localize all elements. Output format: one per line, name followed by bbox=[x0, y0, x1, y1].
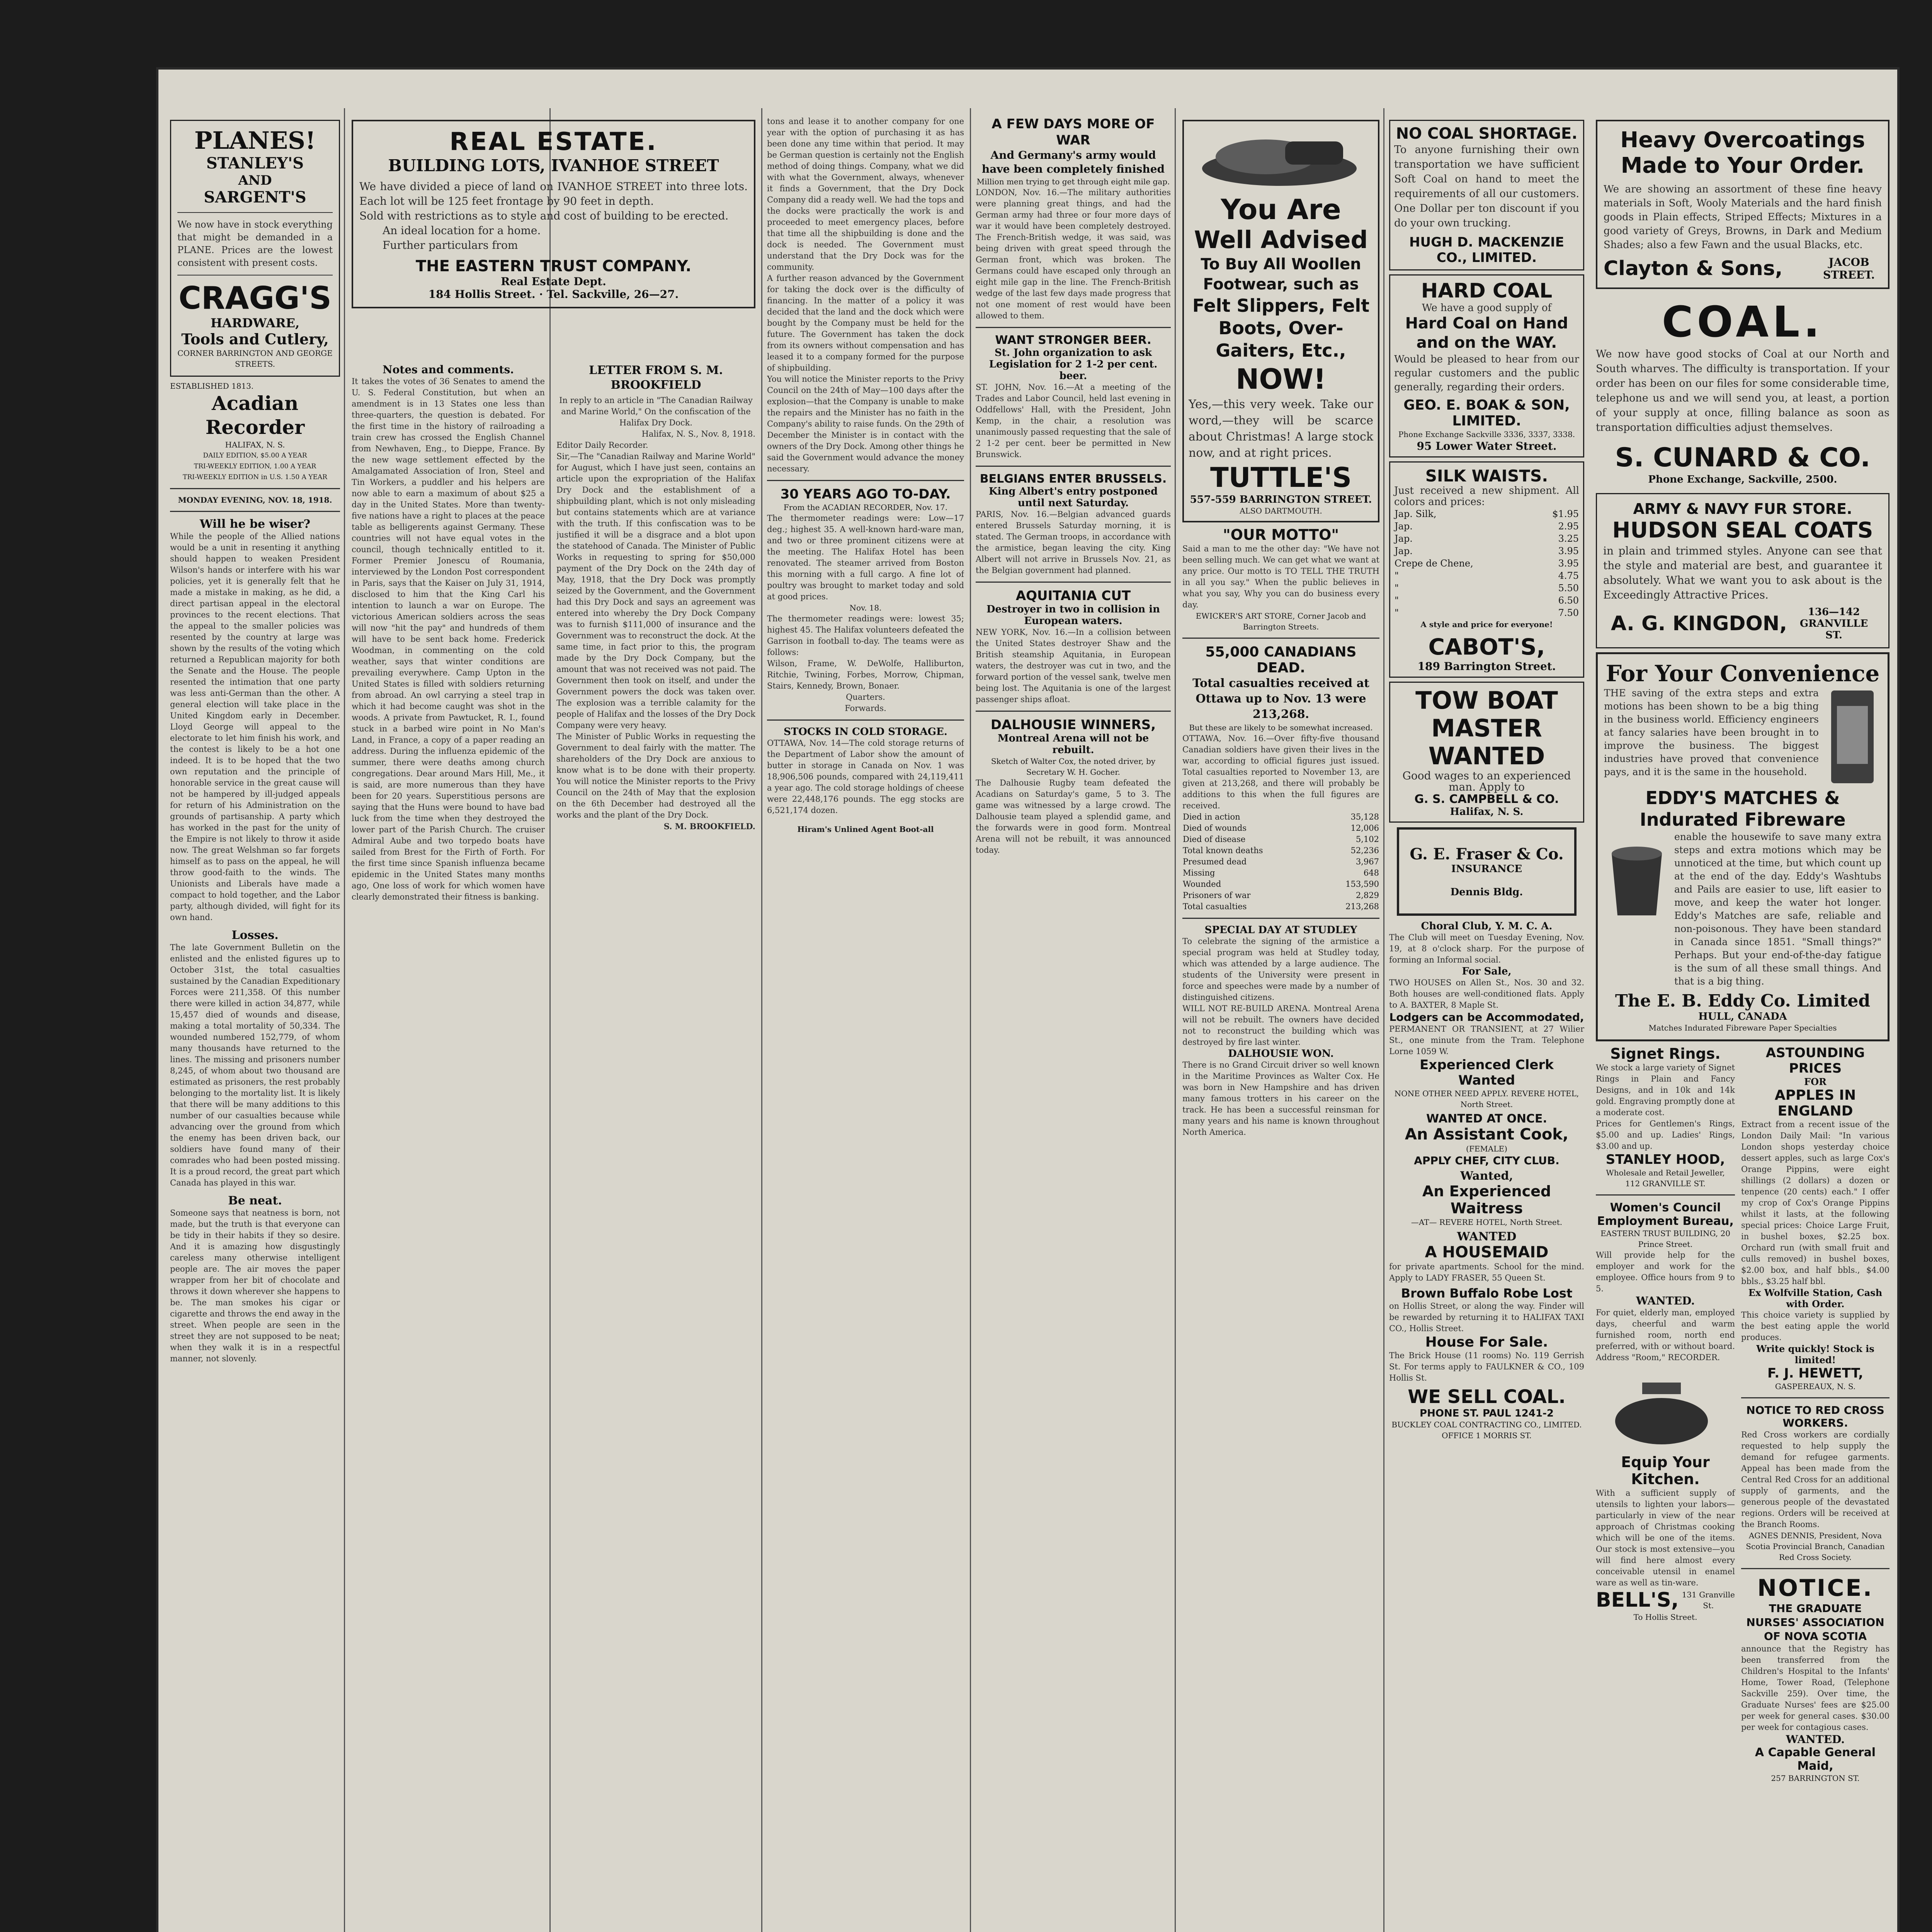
war-body: LONDON, Nov. 16.—The military authorities were planning great things, and had the German army had three or four more days of war it would have been completely destroyed. The French-British wedge, it was said, was being driven with great speed through the German front, which was broken. The Germans could have escaped only through an eight mile gap in the line. The French-British wedge of the last few days made progress that not one moment of rest would have been allowed to them. bbox=[976, 188, 1171, 320]
eddy-city: HULL, CANADA bbox=[1698, 1011, 1787, 1022]
thirty-years-source: From the ACADIAN RECORDER, Nov. 17. bbox=[783, 503, 948, 512]
planes-body: We now have in stock everything that might be demanded in a PLANE. Prices are the lowest consistent with present costs. bbox=[177, 219, 333, 268]
nov18-heading: Nov. 18. bbox=[849, 603, 882, 612]
eddy-title: EDDY'S MATCHES & Indurated Fibreware bbox=[1639, 787, 1846, 830]
boak-phone: Phone Exchange Sackville 3336, 3337, 3338. bbox=[1398, 430, 1575, 439]
red-cross-signature: AGNES DENNIS, President, Nova Scotia Provincial Branch, Canadian Red Cross Society. bbox=[1746, 1531, 1885, 1562]
column-2 bbox=[352, 363, 545, 1932]
eddy-body: enable the housewife to save many extra steps and extra motions which may be unnoticed at the time, but which count up at the end of the day. Eddy's Washtubs and Pails are easier to use, lift easier to move, and keep the water hot longer. Eddy's Matches are safe, reliable and non-poisonous. They have been standard in Canada since 1851. "Small things?" Perhaps. But your end-of-the-day fatigue is the sum of all these small things. And that is a big thing. bbox=[1674, 831, 1881, 987]
coal-body: We now have good stocks of Coal at our North and South wharves. The difficulty is transportation. If your order has been on our files for some considerable time, telephone us and we will send you, at least, a portion of your supply at once, filling balance as soon as transportation difficulties adjust themselves. bbox=[1596, 348, 1889, 434]
editorial-1-body: While the people of the Allied nations would be a unit in resenting it anything should happen to weaken President Wilson's hands or interfere with his war policies, yet it is generally felt that he made a mistake in making, as he did, a direct partisan appeal in the electoral provinces to the recent elections. That the appeal to the smaller policies was resented by the country at large was shown by the results of the voting which returned a Republican majority for both the Senate and the House. The people resented the intimation that one party was less anti-German than the other. A general election will take place in the United Kingdom early in December. Lloyd George will appeal to the electorate to let him finish his work, and the contest is likely to be a hot one indeed. It is to be hoped that the two own reputation and the principle of honorable service in the great cause will not be hampered by ill-judged appeals for return of his Administration on the grounds of partisanship. A party which has worked in the past for the unity of the Empire is not likely to throw it aside now. The great Welshman so far forgets himself as to pass on the appeal, he will throw good-faith to the winds. The Unionists and Liberals have made a compact to hold together, and the Labor party, although divided, will fight for its own hand. bbox=[170, 532, 340, 922]
housemaid-body: for private apartments. School for the mind. Apply to LADY FRASER, 55 Queen St. bbox=[1389, 1262, 1584, 1282]
thirty-years-body: The thermometer readings were: Low—17 deg.; highest 35. A well-known hard-ware man, and two or three prominent citizens were at the meeting. The Halifax Hotel has been renovated. The steamer arrived from Boston this morning with a full cargo. A fine lot of poultry was brought to market today and sold at good prices. bbox=[767, 514, 964, 601]
real-estate-body-2: Sold with restrictions as to style and cost of building to be erected. bbox=[359, 209, 729, 222]
column-rule bbox=[1383, 108, 1384, 1932]
no-coal-title: NO COAL SHORTAGE. bbox=[1396, 125, 1578, 143]
silk-price-label: Jap. bbox=[1395, 546, 1413, 556]
hood-sub: Wholesale and Retail Jeweller, bbox=[1606, 1168, 1725, 1177]
belgians-title: BELGIANS ENTER BRUSSELS. bbox=[980, 472, 1167, 486]
column-8-left bbox=[1596, 1045, 1735, 1784]
silk-price-value: 3.95 bbox=[1558, 546, 1579, 556]
silk-price-label: " bbox=[1395, 570, 1399, 581]
kettle-icon bbox=[1596, 1363, 1727, 1452]
coal-sell-phone: PHONE ST. PAUL 1241-2 bbox=[1420, 1408, 1554, 1419]
letter-body-2: The Minister of Public Works in requesting the Government to deal fairly with the matter. The shareholders of the Dry Dock are anxious to know what is to be done with their property. You will notice the Minister reports to the Privy Council on the 24th of May that the explosion on the 6th December had destroyed all the works and the plant of the Dry Dock. bbox=[556, 732, 755, 820]
cook-sub: (FEMALE) bbox=[1466, 1144, 1507, 1153]
eddy-company: The E. B. Eddy Co. Limited bbox=[1615, 991, 1871, 1011]
red-cross-title: NOTICE TO RED CROSS WORKERS. bbox=[1746, 1404, 1884, 1429]
real-estate-body-4: Further particulars from bbox=[383, 239, 518, 252]
kingdon-name: A. G. KINGDON, bbox=[1611, 612, 1787, 635]
editorial-beneat-body: Someone says that neatness is born, not made, but the truth is that everyone can be tidy in their habits if they so desire. And it is amazing how disgustingly careless many otherwise intelligent people are. The air moves the paper wrapper from her bit of chocolate and throws it down wherever she happens to be. The man smokes his cigar or cigarette and throws the end away in the street. When people are seen in the street they are not supposed to be neat; when they walk it is in a respectful manner, not slovenly. bbox=[170, 1208, 340, 1363]
hard-coal-title: HARD COAL bbox=[1421, 279, 1553, 303]
real-estate-ad bbox=[352, 116, 755, 355]
tuttles-address: 557-559 BARRINGTON STREET. bbox=[1190, 494, 1372, 505]
players-list: Wilson, Frame, W. DeWolfe, Halliburton, Ritchie, Twining, Forbes, Morrow, Chipman, Stairs, Kennedy, Brown, Bonaer. bbox=[767, 659, 964, 690]
bells-address-2: To Hollis Street. bbox=[1633, 1612, 1697, 1622]
now-label: NOW! bbox=[1236, 363, 1326, 395]
hood-address: 112 GRANVILLE ST. bbox=[1625, 1179, 1706, 1188]
casualty-label: Prisoners of war bbox=[1183, 891, 1251, 900]
apples-station: Ex Wolfville Station, Cash with Order. bbox=[1748, 1287, 1883, 1310]
for-sale-title: For Sale, bbox=[1462, 966, 1512, 977]
edition-us: TRI-WEEKLY EDITION in U.S. 1.50 A YEAR bbox=[183, 473, 327, 481]
choral-body: The Club will meet on Tuesday Evening, Nov. 19, at 8 o'clock sharp. For the purpose of forming an Informal social. bbox=[1389, 933, 1584, 964]
footwear-body: Yes,—this very week. Take our word,—they will be scarce about Christmas! A large stock now, and at right prices. bbox=[1189, 398, 1373, 460]
belgians-body: PARIS, Nov. 16.—Belgian advanced guards entered Brussels Saturday morning, it is stated. The German troops, in accordance with the armistice, began leaving the city. King Albert will not arrive in Brussels Nov. 21, as the Belgian government had planned. bbox=[976, 510, 1171, 575]
beer-subtitle: St. John organization to ask Legislation for 2 1-2 per cent. beer. bbox=[989, 347, 1158, 382]
eastern-trust-name: THE EASTERN TRUST COMPANY. bbox=[415, 257, 692, 275]
silk-price-value: 3.25 bbox=[1558, 533, 1579, 544]
column-7 bbox=[1389, 116, 1584, 1932]
cunard-name: S. CUNARD & CO. bbox=[1615, 442, 1871, 473]
bells-address: 131 Granville St. bbox=[1682, 1590, 1735, 1610]
planes-brand-2: SARGENT'S bbox=[204, 188, 306, 206]
arena-body: WILL NOT RE-BUILD ARENA. Montreal Arena will not be rebuilt. The owners have decided not to reconstruct the building which was destroyed by fire last winter. bbox=[1182, 1004, 1379, 1047]
established: ESTABLISHED 1813. bbox=[170, 381, 254, 391]
cunard-phone: Phone Exchange, Sackville, 2500. bbox=[1648, 474, 1837, 485]
notes-body: It takes the votes of 36 Senates to amend the U. S. Federal Constitution, but when an amendment is in 13 States one less than three-quarters, the question is debated. For the first time in the history of railroading a train crew has crossed the English Channel from Newhaven, Eng., to Dieppe, France. By the new wage settlement effected by the Amalgamated Association of Iron, Steel and Tin Workers, a puddler and his helpers are now able to earn a maximum of about $25 a day in the United States. More than twenty-five nations have a right to places at the peace table as belligerents against Germany. These countries will not have equal votes in the council, though technically entitled to it. Former Premier Jonescu of Roumania, interviewed by the London Post correspondent in Paris, says that the Kaiser on July 31, 1914, disclosed to him that the King Carl his intention to launch a war on Europe. The victorious American soldiers across the seas will now "hit the pay" and hundreds of them will have to be sent back home. Frederick Woodman, in commenting on the cold weather, says that winter conditions are prevailing everywhere. Camp Upton in the United States is filled with soldiers returning from abroad. An owl carrying a steel trap in which it had become caught was shot in the woods. A private from Pawtucket, R. I., found stuck in a barbed wire point in No Man's Land, in France, a copy of a paper reading an address. During the influenza epidemic of the summer, there were deaths among church congregations. Dear around Mars Hill, Me., it is said, are more numerous than they have been for 20 years. Superstitious persons are saying that the Huns were bound to have bad luck from the time when they destroyed the lower part of the Parish Church. The cruiser Admiral Aube and two torpedo boats have sailed from Brest for the Firth of Forth. For the first time since Spanish influenza became epidemic in the United States many months ago, One loss of work for which women have clearly demonstrated their fitness is banking. bbox=[352, 377, 545, 901]
campbell-name: G. S. CAMPBELL & CO. bbox=[1414, 793, 1559, 806]
real-estate-title: REAL ESTATE. bbox=[449, 128, 658, 156]
hard-coal-body-2: Would be pleased to hear from our regular customers and the public generally, regarding their orders. bbox=[1394, 354, 1579, 393]
canadians-dead-title: 55,000 CANADIANS DEAD. bbox=[1205, 644, 1357, 676]
women-bureau-body: Will provide help for the employer and work for the employee. Office hours from 9 to 5. bbox=[1596, 1250, 1735, 1293]
craggs-tools: Tools and Cutlery, bbox=[181, 330, 329, 348]
war-title: A FEW DAYS MORE OF WAR bbox=[992, 116, 1155, 148]
silk-body: Just received a new shipment. All colors and prices: bbox=[1394, 485, 1579, 508]
fraser-address: Dennis Bldg. bbox=[1450, 886, 1523, 898]
tow-boat-ad bbox=[1389, 682, 1584, 823]
fur-store-body: in plain and trimmed styles. Anyone can see that the style and material are best, and guarantee it absolutely. What we want you to ask about is the Exceedingly Attractive Prices. bbox=[1603, 544, 1882, 601]
hewett-name: F. J. HEWETT, bbox=[1767, 1366, 1864, 1381]
editorial-losses-body: The late Government Bulletin on the enlisted and the enlisted figures up to October 31st, the total casualties sustained by the Canadian Expeditionary Forces were 211,358. Of this number there were killed in action 34,877, while 15,457 died of wounds and disease, making a total mortality of 50,334. The wounded numbered 152,779, of whom many thousands have returned to the lines. The missing and prisoners number 8,245, of whom about two thousand are estimated as prisoners, the rest probably belonging to the mortality list. It is likely that there will be many additions to this number of our casualties because while advancing over the ground from which the enemy has been driven back, our soldiers have found many of their comrades who had been posted missing. It is a proud record, the great part which Canada has played in this war. bbox=[170, 943, 340, 1187]
housemaid-title: A HOUSEMAID bbox=[1425, 1243, 1549, 1261]
stocks-title: STOCKS IN COLD STORAGE. bbox=[784, 726, 947, 738]
apples-for: FOR bbox=[1804, 1076, 1827, 1087]
washboard-icon bbox=[1823, 687, 1881, 787]
casualty-label: Total known deaths bbox=[1183, 846, 1263, 855]
casualty-label: Died of wounds bbox=[1183, 823, 1247, 833]
notes-title: Notes and comments. bbox=[383, 363, 514, 376]
real-estate-subtitle: BUILDING LOTS, IVANHOE STREET bbox=[388, 156, 719, 175]
walter-body: There is no Grand Circuit driver so well known in the Maritime Provinces as Walter Cox. He was born in New Hampshire and has driven many famous trotters in his career on the track. He has been a successful reinsman for many years and his name is known throughout North America. bbox=[1182, 1060, 1379, 1137]
waitress-sub: —AT— REVERE HOTEL, North Street. bbox=[1411, 1218, 1563, 1227]
aquitania-title: AQUITANIA CUT bbox=[1015, 588, 1131, 604]
column-8-right bbox=[1741, 1045, 1889, 1784]
column-6 bbox=[1182, 116, 1379, 1932]
canadians-dead-subtitle-2: But these are likely to be somewhat increased. bbox=[1189, 723, 1373, 732]
house-sale-body: The Brick House (11 rooms) No. 119 Gerrish St. For terms apply to FAULKNER & CO., 109 Hollis St. bbox=[1389, 1351, 1584, 1383]
casualty-row bbox=[1182, 834, 1379, 845]
robe-title: Brown Buffalo Robe Lost bbox=[1401, 1286, 1573, 1301]
editorial-losses-title: Losses. bbox=[231, 929, 279, 942]
hood-name: STANLEY HOOD, bbox=[1605, 1152, 1725, 1167]
choral-title: Choral Club, Y. M. C. A. bbox=[1421, 920, 1553, 932]
silk-price-row bbox=[1394, 545, 1579, 557]
notice-title: NOTICE. bbox=[1757, 1575, 1874, 1602]
hard-coal-big: Hard Coal on Hand and on the WAY. bbox=[1405, 315, 1568, 352]
general-maid-title: A Capable General Maid, bbox=[1755, 1746, 1876, 1773]
war-subtitle-2: Million men trying to get through eight mile gap. bbox=[976, 177, 1170, 186]
red-cross-body: Red Cross workers are cordially requested to help supply the demand for refugee garments. Appeal has been made from the Central Red Cross for an additional supply of garments, and the generous people of the devastated regions. Orders will be received at the Branch Rooms. bbox=[1741, 1430, 1889, 1529]
coal-title: COAL. bbox=[1662, 297, 1824, 347]
planes-brand: STANLEY'S bbox=[206, 154, 304, 172]
signet-title: Signet Rings. bbox=[1610, 1045, 1721, 1062]
canadians-dead-body: OTTAWA, Nov. 16.—Over fifty-five thousand Canadian soldiers have given their lives in the war, according to official figures just issued. Total casualties reported to November 13, are given at 213,268, and there will probably be additions to this when the full figures are received. bbox=[1182, 734, 1379, 810]
masthead-city: HALIFAX, N. S. bbox=[225, 440, 285, 449]
real-estate-body-3: An ideal location for a home. bbox=[383, 224, 541, 237]
bells-name: BELL'S, bbox=[1596, 1588, 1679, 1612]
casualty-value: 35,128 bbox=[1350, 812, 1379, 821]
overcoat-body: We are showing an assortment of these fine heavy materials in Soft, Wooly Materials and the hard finish goods in Plain effects, Striped Effects; Mixtures in a good variety of Greys, Browns, in Dark and Medium Shades; also a few Fawn and the usual Blacks, etc. bbox=[1604, 184, 1882, 251]
hard-coal-body: We have a good supply of bbox=[1422, 302, 1552, 314]
clayton-address: JACOB STREET. bbox=[1823, 256, 1875, 281]
casualty-label: Wounded bbox=[1183, 879, 1221, 889]
editorial-1-title: Will he be wiser? bbox=[199, 517, 311, 531]
signet-body: We stock a large variety of Signet Rings in Plain and Fancy Designs, and in 10k and 14k gold. Engraving promptly done at a moderate cost. bbox=[1596, 1063, 1735, 1117]
craggs-hardware: HARDWARE, bbox=[210, 316, 300, 330]
silk-price-label: Jap. bbox=[1395, 521, 1413, 532]
column-rule bbox=[344, 108, 345, 1932]
eddy-ad bbox=[1596, 652, 1889, 1041]
casualty-row bbox=[1182, 811, 1379, 823]
cabots-address: 189 Barrington Street. bbox=[1417, 660, 1556, 673]
boak-address: 95 Lower Water Street. bbox=[1417, 440, 1557, 452]
casualty-label: Died of disease bbox=[1183, 835, 1246, 844]
apples-body: Extract from a recent issue of the London Daily Mail: "In various London shops yesterday choice dessert apples, such as large Cox's Orange Pippins, were eight shillings (2 dollars) a dozen or tenpence (20 cents) each." I offer my crop of Cox's Orange Pippins whilst it lasts, at the following special prices: Choice Large Fruit, in bushel boxes, $2.25 box. Orchard run (with small fruit and culls removed) in bushel boxes, $2.00 box, and half bbls., $4.00 bbls., $3.25 half bbl. bbox=[1741, 1120, 1889, 1286]
clerk-body: NONE OTHER NEED APPLY. REVERE HOTEL, North Street. bbox=[1394, 1089, 1579, 1109]
wanted-room-title: WANTED. bbox=[1636, 1294, 1695, 1307]
col4-body-low: You will notice the Minister reports to the Privy Council on the 24th of May—100 days after the explosion—that the Company is unable to make the repairs and the Minister has no faith in the Company's ability to raise funds. On the 29th of December the Minister is in contact with the owners of the Dry Dock. Among other things he said the Government would advance the money necessary. bbox=[767, 374, 964, 473]
masthead: Acadian Recorder bbox=[205, 392, 305, 439]
casualty-label: Died in action bbox=[1183, 812, 1240, 821]
casualty-value: 648 bbox=[1363, 868, 1379, 878]
silk-price-value: 4.75 bbox=[1558, 570, 1579, 581]
column-8 bbox=[1596, 116, 1889, 1932]
silk-price-row bbox=[1394, 607, 1579, 619]
war-subtitle: And Germany's army would have been completely finished bbox=[981, 149, 1165, 175]
robe-body: on Hollis Street, or along the way. Finder will be rewarded by returning it to HALIFAX TAXI CO., Hollis Street. bbox=[1389, 1301, 1584, 1333]
women-bureau-sub: EASTERN TRUST BUILDING, 20 Prince Street. bbox=[1600, 1229, 1730, 1249]
silk-price-label: Jap. bbox=[1395, 533, 1413, 544]
col4-body-top: tons and lease it to another company for one year with the option of purchasing it as has been done any time within that period. It may be German question is certainly not the English method of doing things. Company, what we did with what the Government, always, whenever it finds a Government, that the Dry Dock Company did a ready well. We had the tops and the docks were practically the work is and proceeded to meet emergency places, before that time all the shipbuilding is done and the dock is needed. The Government must understand that the Dry Dock was for the community. bbox=[767, 117, 964, 272]
hard-coal-ad bbox=[1389, 274, 1584, 457]
eastern-trust-address: 184 Hollis Street. · Tel. Sackville, 26—27. bbox=[428, 288, 679, 301]
casualty-value: 153,590 bbox=[1345, 879, 1379, 889]
aquitania-subtitle: Destroyer in two in collision in European waters. bbox=[986, 604, 1160, 627]
column-rule bbox=[1175, 108, 1176, 1932]
silk-footer: A style and price for everyone! bbox=[1420, 620, 1553, 629]
silk-price-row bbox=[1394, 594, 1579, 607]
canadians-dead-subtitle: Total casualties received at Ottawa up to Nov. 13 were 213,268. bbox=[1192, 677, 1369, 721]
silk-price-table bbox=[1394, 508, 1579, 619]
edition-tri-weekly: TRI-WEEKLY EDITION, 1.00 A YEAR bbox=[194, 463, 316, 470]
coal-sell-company: BUCKLEY COAL CONTRACTING CO., LIMITED. bbox=[1391, 1420, 1582, 1429]
for-sale-body: TWO HOUSES on Allen St., Nos. 30 and 32. Both houses are well-conditioned flats. Apply to A. BAXTER, 8 Maple St. bbox=[1389, 978, 1584, 1010]
no-coal-ad bbox=[1389, 120, 1584, 270]
campbell-city: Halifax, N. S. bbox=[1450, 806, 1524, 818]
letter-place: Halifax, N. S., Nov. 8, 1918. bbox=[641, 429, 755, 439]
footwear-ad bbox=[1182, 120, 1379, 522]
edition-daily: DAILY EDITION, $5.00 A YEAR bbox=[203, 452, 307, 459]
silk-price-label: Jap. Silk, bbox=[1395, 509, 1437, 519]
silk-price-value: 7.50 bbox=[1558, 607, 1579, 618]
tow-boat-title: TOW BOAT MASTER WANTED bbox=[1415, 686, 1558, 770]
letter-signature: S. M. BROOKFIELD. bbox=[663, 821, 755, 831]
overcoat-ad bbox=[1596, 120, 1889, 289]
signet-prices: Prices for Gentlemen's Rings, $5.00 and up. Ladies' Rings, $3.00 and up. bbox=[1596, 1119, 1735, 1151]
casualty-row bbox=[1182, 901, 1379, 912]
equip-body: With a sufficient supply of utensils to lighten your labors—particularly in view of the near approach of Christmas cooking which will be one of the items. Our stock is most extensive—you will find here almost every conceivable utensil in enamel ware as well as tin-ware. bbox=[1596, 1488, 1735, 1587]
column-4 bbox=[767, 116, 964, 1932]
tuttles-also: ALSO DARTMOUTH. bbox=[1240, 506, 1322, 515]
thirty-years-title: 30 YEARS AGO TO-DAY. bbox=[780, 486, 951, 502]
mackenzie-name: HUGH D. MACKENZIE CO., LIMITED. bbox=[1409, 235, 1564, 265]
tuttles-name: TUTTLE'S bbox=[1210, 462, 1352, 493]
casualty-value: 3,967 bbox=[1355, 857, 1379, 866]
general-maid-address: 257 BARRINGTON ST. bbox=[1771, 1774, 1860, 1783]
casualty-label: Total casualties bbox=[1183, 902, 1247, 911]
letter-body: Sir,—The "Canadian Railway and Marine World" for August, which I have just seen, contains an article upon the expropriation of the Halifax Dry Dock and the establishment of a shipbuilding plant, which is not only misleading but contains statements which are at variance with the truth. If this confiscation was to be justified it will be a disgrace and a blot upon the statehood of Canada. The Minister of Public Works in requesting to spring for $50,000 payment of the Dry Dock on the 24th day of May, 1918, that the Dry Dock was promptly seized by the Government, and the Government had this Dry Dock and says an agreement was entered into whereby the Dry Dock Company was to furnish $111,000 of insurance and the Government was to reconstruct the dock. At the same time, in fact prior to this, the program made by the Dry Dock Company, but the amount that was not received was not paid. The Government then took on itself, and under the Government powers the dock was taken over. The explosion was a terrible calamity for the people of Halifax and the losses of the Dry Dock Company were very heavy. bbox=[556, 452, 755, 730]
silk-title: SILK WAISTS. bbox=[1425, 466, 1548, 485]
hudson-seal-title: HUDSON SEAL COATS bbox=[1612, 518, 1873, 543]
letter-editor: Editor Daily Recorder. bbox=[556, 440, 648, 450]
silk-price-label: Crepe de Chene, bbox=[1395, 558, 1473, 569]
dateline: MONDAY EVENING, NOV. 18, 1918. bbox=[178, 495, 332, 505]
casualty-row bbox=[1182, 845, 1379, 856]
col4-footer-ad: Hiram's Unlined Agent Boot-all bbox=[797, 825, 934, 834]
wanted-once: WANTED AT ONCE. bbox=[1426, 1112, 1547, 1126]
well-advised: Well Advised bbox=[1194, 226, 1368, 254]
silk-price-row bbox=[1394, 532, 1579, 545]
dalhousie-subtitle-2: Sketch of Walter Cox, the noted driver, by Secretary W. H. Gocher. bbox=[991, 757, 1156, 777]
casualty-value: 52,236 bbox=[1350, 846, 1379, 855]
apples-note: This choice variety is supplied by the best eating apple the world produces. bbox=[1741, 1310, 1889, 1342]
nov18-body: The thermometer readings were: lowest 35; highest 45. The Halifax volunteers defeated the Garrison in football to-day. The teams were as follows: bbox=[767, 614, 964, 657]
dalhousie-subtitle: Montreal Arena will not be rebuilt. bbox=[997, 733, 1149, 756]
cook-title: An Assistant Cook, bbox=[1405, 1126, 1569, 1143]
silk-price-row bbox=[1394, 508, 1579, 520]
planes-and: AND bbox=[238, 173, 272, 188]
clayton-name: Clayton & Sons, bbox=[1604, 257, 1783, 280]
motto-title: "OUR MOTTO" bbox=[1223, 526, 1339, 543]
women-bureau-title: Women's Council Employment Bureau, bbox=[1597, 1201, 1734, 1228]
casualty-label: Missing bbox=[1183, 868, 1215, 878]
waitress-wanted: Wanted, bbox=[1460, 1169, 1513, 1183]
silk-price-value: $1.95 bbox=[1552, 509, 1579, 519]
silk-price-label: " bbox=[1395, 607, 1399, 618]
silk-price-value: 5.50 bbox=[1558, 583, 1579, 594]
eastern-trust-dept: Real Estate Dept. bbox=[501, 275, 606, 288]
lodgers-title: Lodgers can be Accommodated, bbox=[1389, 1011, 1584, 1024]
overcoat-title: Heavy Overcoatings Made to Your Order. bbox=[1620, 128, 1865, 178]
eddy-footer: Matches Indurated Fibreware Paper Specialties bbox=[1648, 1023, 1837, 1032]
slipper-icon bbox=[1189, 126, 1370, 192]
column-rule bbox=[761, 108, 762, 1932]
silk-price-row bbox=[1394, 520, 1579, 532]
hewett-address: GASPEREAUX, N. S. bbox=[1775, 1382, 1856, 1391]
editorial-beneat-title: Be neat. bbox=[228, 1194, 282, 1208]
footwear-items: Felt Slippers, Felt Boots, Over-Gaiters, Etc., bbox=[1192, 295, 1370, 361]
graduate-nurses-title: THE GRADUATE NURSES' ASSOCIATION OF NOVA SCOTIA bbox=[1746, 1602, 1884, 1643]
fur-store-title: ARMY & NAVY FUR STORE. bbox=[1633, 500, 1852, 517]
letter-title: LETTER FROM S. M. BROOKFIELD bbox=[589, 364, 723, 392]
kingdon-address: 136—142 GRANVILLE ST. bbox=[1799, 606, 1868, 641]
col4-body-mid: A further reason advanced by the Government for taking the dock over is the difficulty of financing. In the matter of a policy it was decided that the land and the dock which were bought by the Company must be held for the future. The Government has taken the dock from its owners without compensation and has leased it to a company formed for the purpose of shipbuilding. bbox=[767, 274, 964, 372]
silk-waists-ad bbox=[1389, 461, 1584, 678]
stocks-body: OTTAWA, Nov. 14—The cold storage returns of the Department of Labor show the amount of butter in storage in Canada on Nov. 1 was 18,906,506 pounds, compared with 24,119,411 a year ago. The cold storage holdings of cheese were 22,448,176 pounds. The egg stocks are 6,521,174 dozen. bbox=[767, 738, 964, 815]
casualty-table bbox=[1182, 811, 1379, 912]
studley-title: SPECIAL DAY AT STUDLEY bbox=[1204, 924, 1357, 936]
coal-sell-title: WE SELL COAL. bbox=[1408, 1386, 1566, 1408]
newspaper-page bbox=[158, 70, 1897, 1932]
beer-body: ST. JOHN, Nov. 16.—At a meeting of the Trades and Labor Council, held last evening in Oddfellows' Hall, with the President, John Kemp, in the chair, a resolution was unanimously passed requesting that the sale of 2 1-2 per cent. beer be permitted in New Brunswick. bbox=[976, 383, 1171, 459]
casualty-row bbox=[1182, 890, 1379, 901]
silk-price-row bbox=[1394, 582, 1579, 594]
dalhousie-title: DALHOUSIE WINNERS, bbox=[990, 717, 1156, 733]
boak-name: GEO. E. BOAK & SON, LIMITED. bbox=[1403, 397, 1570, 429]
casualty-value: 2,829 bbox=[1355, 891, 1379, 900]
apples-title: ASTOUNDING PRICES bbox=[1765, 1045, 1865, 1076]
wanted-room-body: For quiet, elderly man, employed days, cheerful and warm furnished room, north end preferred, with or without board. Address "Room," RECORDER. bbox=[1596, 1308, 1735, 1362]
cabots-name: CABOT'S, bbox=[1428, 634, 1545, 660]
walter-title: DALHOUSIE WON. bbox=[1228, 1048, 1334, 1060]
lodgers-body: PERMANENT OR TRANSIENT, at 27 Wilier St., one minute from the Tram. Telephone Lorne 1059 W. bbox=[1389, 1024, 1584, 1056]
you-are: You Are bbox=[1221, 193, 1341, 226]
casualty-row bbox=[1182, 867, 1379, 879]
fraser-name: G. E. Fraser & Co. bbox=[1410, 845, 1564, 863]
cook-apply: APPLY CHEF, CITY CLUB. bbox=[1414, 1154, 1560, 1167]
silk-price-value: 6.50 bbox=[1558, 595, 1579, 606]
real-estate-body-1: We have divided a piece of land on IVANHOE STREET into three lots. Each lot will be 125 feet frontage by 90 feet in depth. bbox=[359, 180, 748, 207]
craggs-address: CORNER BARRINGTON AND GEORGE STREETS. bbox=[177, 349, 333, 369]
buy-line: To Buy All Woollen Footwear, such as bbox=[1201, 255, 1361, 293]
column-5 bbox=[976, 116, 1171, 1932]
column-rule bbox=[549, 108, 551, 1932]
planes-ad bbox=[170, 120, 340, 377]
coal-sell-office: OFFICE 1 MORRIS ST. bbox=[1442, 1431, 1532, 1440]
motto-body: Said a man to me the other day: "We have not been selling much. We can get what we want at any price. Our motto is TO TELL THE TRUTH in all you say." When the public believes in what you say, Why you can do business every day. bbox=[1182, 544, 1379, 609]
column-3 bbox=[556, 363, 755, 1932]
convenience-body: THE saving of the extra steps and extra motions has been shown to be a big thing in the business world. Efficiency engineers at fancy salaries have been brought in to improve the business. The biggest industries have proved that convenience pays, and it is the same in the household. bbox=[1604, 687, 1819, 777]
casualty-value: 5,102 bbox=[1355, 835, 1379, 844]
no-coal-body: To anyone furnishing their own transportation we have sufficient Soft Coal on hand to meet the requirements of all our customers. One Dollar per ton discount if you do your own trucking. bbox=[1394, 144, 1579, 229]
casualty-row bbox=[1182, 879, 1379, 890]
housemaid-wanted: WANTED bbox=[1457, 1230, 1517, 1243]
players-forwards: Forwards. bbox=[845, 704, 886, 713]
casualty-row bbox=[1182, 823, 1379, 834]
planes-title: PLANES! bbox=[194, 126, 316, 155]
fraser-ad bbox=[1397, 827, 1577, 916]
silk-price-row bbox=[1394, 570, 1579, 582]
clerk-title: Experienced Clerk Wanted bbox=[1420, 1057, 1554, 1088]
general-maid-wanted: WANTED. bbox=[1786, 1733, 1845, 1746]
casualty-row bbox=[1182, 856, 1379, 867]
players-quarters: Quarters. bbox=[846, 692, 885, 702]
column-rule bbox=[970, 108, 971, 1932]
house-sale-title: House For Sale. bbox=[1425, 1334, 1548, 1350]
silk-price-label: " bbox=[1395, 583, 1399, 594]
apples-big: APPLES IN ENGLAND bbox=[1774, 1087, 1856, 1119]
fraser-sub: INSURANCE bbox=[1451, 863, 1522, 875]
letter-intro: In reply to an article in "The Canadian Railway and Marine World," On the confiscation of the Halifax Dry Dock. bbox=[559, 396, 753, 427]
column-1 bbox=[170, 116, 340, 1932]
silk-price-label: " bbox=[1395, 595, 1399, 606]
casualty-label: Presumed dead bbox=[1183, 857, 1247, 866]
fur-store-ad bbox=[1596, 493, 1889, 648]
silk-price-value: 3.95 bbox=[1558, 558, 1579, 569]
casualty-value: 213,268 bbox=[1345, 902, 1379, 911]
silk-price-value: 2.95 bbox=[1558, 521, 1579, 532]
beer-title: WANT STRONGER BEER. bbox=[995, 333, 1151, 347]
pail-icon bbox=[1604, 830, 1670, 919]
equip-title: Equip Your Kitchen. bbox=[1621, 1454, 1710, 1488]
apples-write: Write quickly! Stock is limited! bbox=[1756, 1343, 1874, 1366]
studley-body: To celebrate the signing of the armistice a special program was held at Studley today, which was attended by a large audience. The students of the University were present in force and speeches were made by a number of distinguished citizens. bbox=[1182, 937, 1379, 1002]
motto-footer: EWICKER'S ART STORE, Corner Jacob and Barrington Streets. bbox=[1196, 611, 1366, 631]
dalhousie-body: The Dalhousie Rugby team defeated the Acadians on Saturday's game, 5 to 3. The game was witnessed by a large crowd. The Dalhousie team played a splendid game, and the forwards were in good form. Montreal Arena will not be rebuilt, it was announced today. bbox=[976, 778, 1171, 855]
tow-boat-body: Good wages to an experienced man. Apply to bbox=[1402, 769, 1571, 793]
graduate-nurses-body: announce that the Registry has been transferred from the Children's Hospital to the Infants' Home, Tower Road, (Telephone Sackville 259). Over time, the Graduate Nurses' fees are $25.00 per week for general cases. $30.00 per week for contagious cases. bbox=[1741, 1644, 1889, 1732]
waitress-title: An Experienced Waitress bbox=[1422, 1183, 1551, 1217]
convenience-title: For Your Convenience bbox=[1605, 660, 1880, 687]
silk-price-row bbox=[1394, 557, 1579, 570]
casualty-value: 12,006 bbox=[1350, 823, 1379, 833]
aquitania-body: NEW YORK, Nov. 16.—In a collision between the United States destroyer Shaw and the British steamship Aquitania, in European waters, the destroyer was cut in two, and the forward portion of the vessel sank, twelve men being lost. The Aquitania is one of the largest passenger ships afloat. bbox=[976, 628, 1171, 704]
belgians-subtitle: King Albert's entry postponed until next Saturday. bbox=[988, 486, 1158, 509]
craggs-title: CRAGG'S bbox=[179, 280, 332, 316]
